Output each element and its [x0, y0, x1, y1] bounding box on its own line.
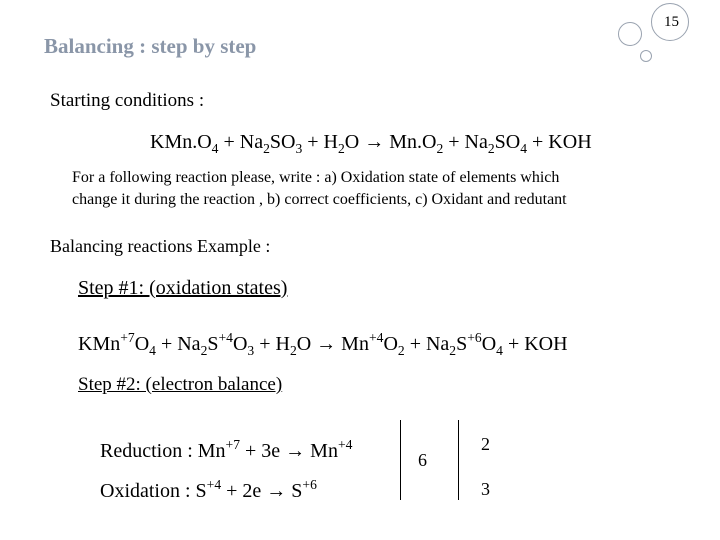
balance-divider-right: [458, 420, 459, 500]
oxidation-half-reaction: Oxidation : $S^{+4} + 2e \to S^{+6}$: [100, 477, 317, 503]
task-description-line2: change it during the reaction , b) correct coefficients, c) Oxidant and redutant: [72, 191, 567, 208]
main-equation: $KMn.O_4 + Na_2SO_3 + H_2O \to Mn.O_2 + Na_2SO_4$ + KOH: [150, 131, 592, 156]
electron-lcm: 6: [418, 450, 427, 470]
oxidation-coefficient: 3: [481, 479, 490, 499]
page-number: 15: [664, 14, 679, 30]
decorative-circle-small: [640, 50, 652, 62]
starting-conditions-heading: Starting conditions :: [50, 90, 205, 111]
task-description-line1: For a following reaction please, write : a) Oxidation state of elements which: [72, 169, 560, 186]
reduction-half-reaction: Reduction : $Mn^{+7} + 3e \to Mn^{+4}$: [100, 437, 353, 463]
slide-title: Balancing : step by step: [44, 34, 257, 58]
step1-equation: $KMn^{+7}O_4 + Na_2S^{+4}O_3 + H_2O \to Mn^{+4}O_2 + Na_2S^{+6}O_4$ + KOH: [78, 330, 568, 358]
balance-divider-left: [400, 420, 401, 500]
step2-label: Step #2: (electron balance): [78, 374, 283, 395]
reduction-coefficient: 2: [481, 434, 490, 454]
step1-label: Step #1: (oxidation states): [78, 277, 288, 299]
balancing-example-heading: Balancing reactions Example :: [50, 236, 271, 256]
decorative-circle-large: [618, 22, 642, 46]
